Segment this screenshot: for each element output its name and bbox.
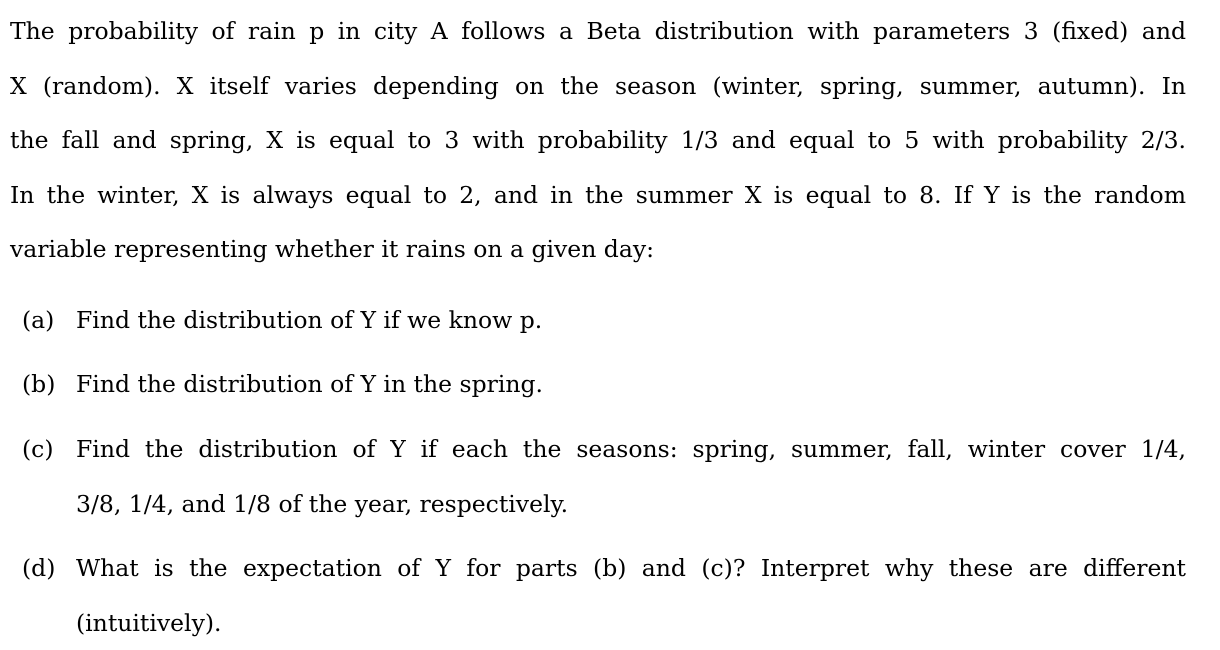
question-c-line-1: Find the distribution of Y if each the seasons: spring, summer, fall, winter cover 1/4, bbox=[76, 422, 1186, 477]
question-label-c: (c) bbox=[22, 422, 54, 477]
question-text-a bbox=[76, 293, 1186, 348]
question-text-d bbox=[76, 541, 1186, 650]
problem-statement bbox=[10, 4, 1186, 277]
question-label-a: (a) bbox=[22, 293, 54, 348]
question-b-line-1: Find the distribution of Y in the spring. bbox=[76, 357, 1186, 412]
intro-line-5: variable representing whether it rains on a given day: bbox=[10, 222, 1186, 277]
question-d-line-1: What is the expectation of Y for parts (b) and (c)? Interpret why these are different bbox=[76, 541, 1186, 596]
intro-line-2: X (random). X itself varies depending on the season (winter, spring, summer, autumn). In bbox=[10, 59, 1186, 114]
question-a-line-1: Find the distribution of Y if we know p. bbox=[76, 293, 1186, 348]
intro-line-4: In the winter, X is always equal to 2, and in the summer X is equal to 8. If Y is the random bbox=[10, 168, 1186, 223]
question-c-line-2: 3/8, 1/4, and 1/8 of the year, respectively. bbox=[76, 477, 1186, 532]
question-d-line-2: (intuitively). bbox=[76, 596, 1186, 650]
question-text-c bbox=[76, 422, 1186, 531]
question-text-b bbox=[76, 357, 1186, 412]
intro-line-3: the fall and spring, X is equal to 3 with probability 1/3 and equal to 5 with probability 2/3. bbox=[10, 113, 1186, 168]
intro-line-1: The probability of rain p in city A follows a Beta distribution with parameters 3 (fixed) and bbox=[10, 4, 1186, 59]
question-label-d: (d) bbox=[22, 541, 55, 596]
question-label-b: (b) bbox=[22, 357, 55, 412]
